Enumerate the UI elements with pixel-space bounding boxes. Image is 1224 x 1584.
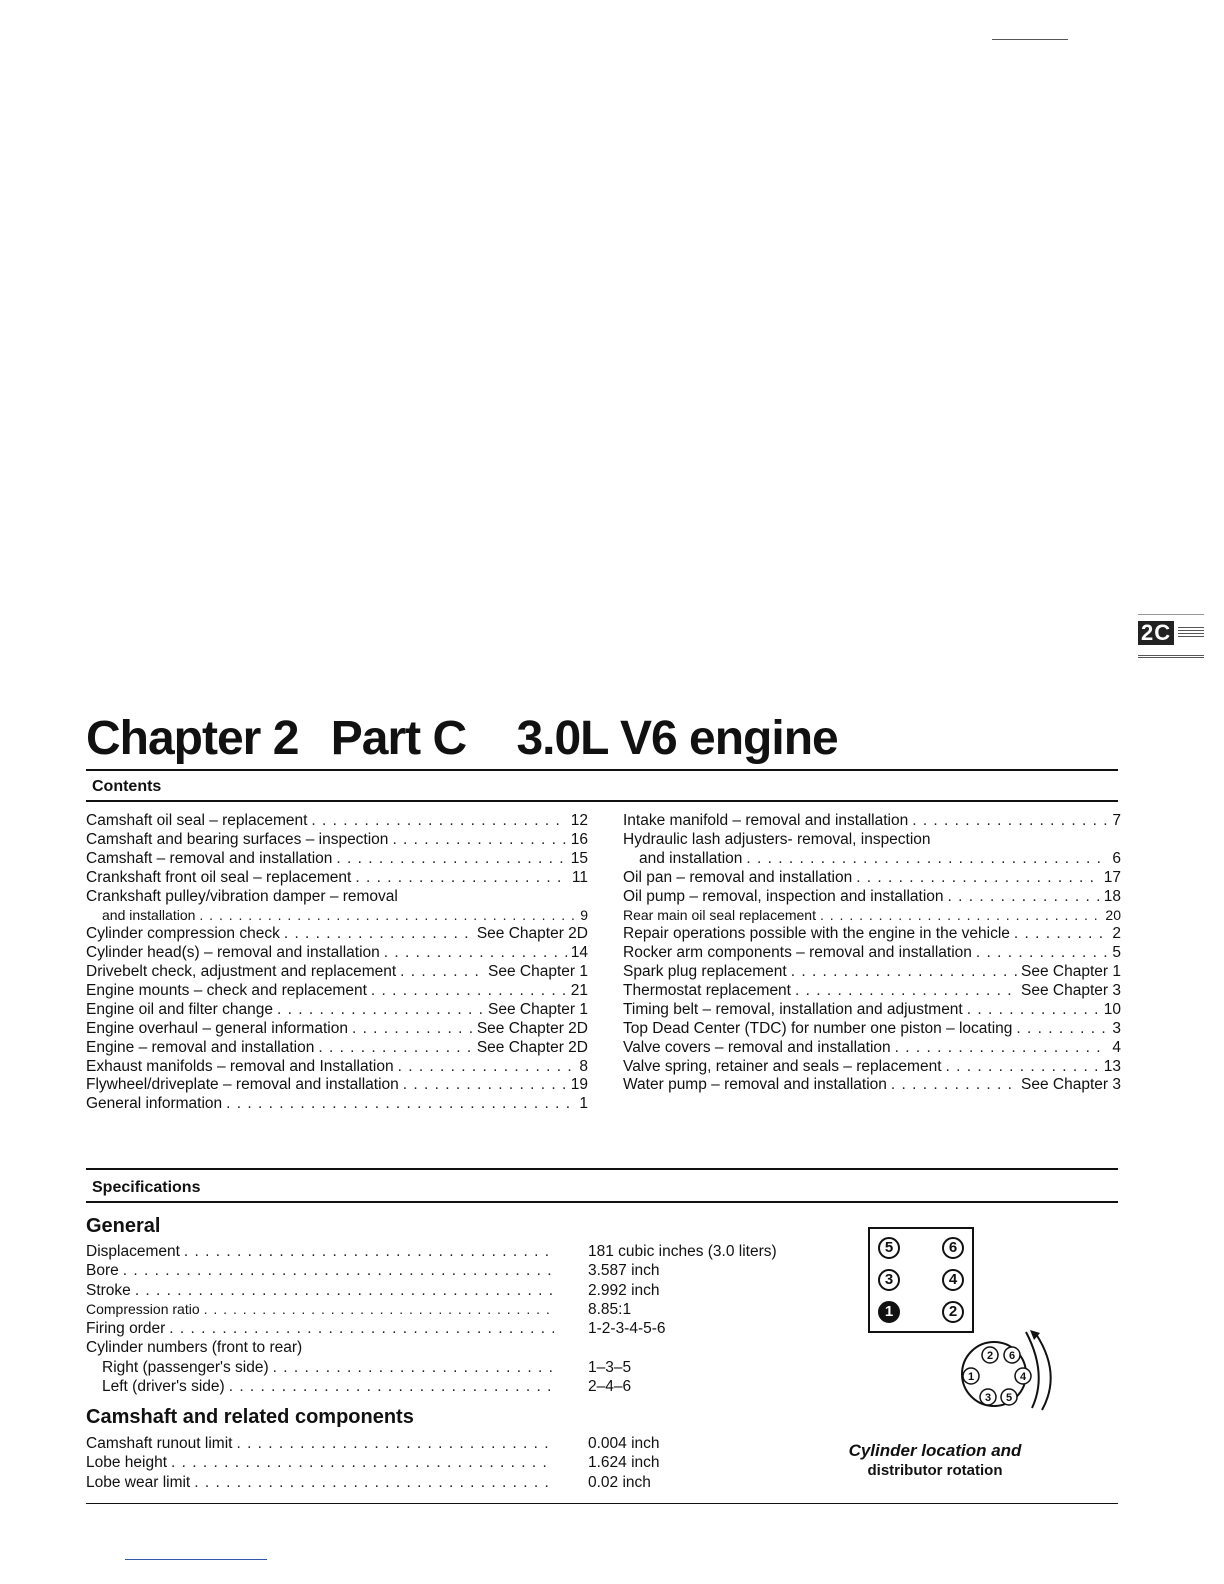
- distributor-terminal-5: [1001, 1389, 1017, 1405]
- distributor-terminal-2: [982, 1347, 998, 1363]
- general-heading: General: [86, 1215, 161, 1237]
- cylinder-3: 3: [878, 1269, 900, 1291]
- spec-row: Camshaft runout limit . . .: [86, 1434, 554, 1453]
- specs-heading: Specifications: [92, 1179, 201, 1196]
- spec-value: [588, 1338, 777, 1357]
- decorative-rule-bottom: [125, 1559, 267, 1560]
- spec-value: 1.624 inch: [588, 1454, 660, 1472]
- svg-text:1: 1: [967, 1371, 975, 1383]
- specs-bottom-rule: [86, 1201, 1118, 1203]
- contents-item: Cylinder compression check . . . See Chapter 2D: [86, 925, 588, 944]
- contents-item: Cylinder head(s) – removal and installation . . . 14: [86, 944, 588, 963]
- cylinder-5: 5: [878, 1237, 900, 1259]
- section-tab-stripes: [1178, 627, 1204, 637]
- contents-item: Hydraulic lash adjusters- removal, inspection: [623, 830, 931, 848]
- contents-item: and installation . . . 9: [86, 906, 588, 925]
- camshaft-heading: Camshaft and related components: [86, 1406, 414, 1428]
- spec-value: 1-2-3-4-5-6: [588, 1320, 666, 1338]
- contents-item: Camshaft and bearing surfaces – inspection . . . 16: [86, 831, 588, 850]
- contents-top-rule: [86, 769, 1118, 771]
- cylinder-1: 1: [878, 1301, 900, 1323]
- spec-row: Right (passenger's side) . . .: [86, 1358, 554, 1377]
- svg-text:3: 3: [984, 1392, 992, 1404]
- contents-item: Engine overhaul – general information . . . See Chapter 2D: [86, 1020, 588, 1039]
- spec-row: Firing order . . .: [86, 1319, 554, 1338]
- contents-item: Water pump – removal and installation . . . See Chapter 3: [623, 1076, 1121, 1095]
- figure-caption-line2: distributor rotation: [867, 1462, 1003, 1479]
- svg-text:6: 6: [1008, 1350, 1016, 1362]
- contents-item: Rear main oil seal replacement . . . 20: [623, 906, 1121, 925]
- specs-top-rule: [86, 1168, 1118, 1170]
- spec-value: 0.004 inch: [588, 1435, 660, 1452]
- contents-item: Flywheel/driveplate – removal and installation . . . 19: [86, 1076, 588, 1095]
- spec-row: Left (driver's side) . . .: [86, 1377, 554, 1396]
- distributor-rotation-diagram: [956, 1330, 1060, 1418]
- contents-item: Exhaust manifolds – removal and Installation . . . 8: [86, 1058, 588, 1077]
- spec-row: Lobe height . . .: [86, 1453, 554, 1472]
- contents-item: Drivebelt check, adjustment and replacement . . . See Chapter 1: [86, 963, 588, 982]
- spec-row: Compression ratio . . .: [86, 1300, 554, 1319]
- distributor-terminal-4: [1015, 1368, 1031, 1384]
- distributor-terminal-3: [980, 1389, 996, 1405]
- section-tab: [1138, 614, 1204, 658]
- contents-item: Timing belt – removal, installation and adjustment . . . 10: [623, 1001, 1121, 1020]
- spec-value: 2–4–6: [588, 1378, 632, 1396]
- contents-left-column: [86, 812, 588, 1114]
- spec-value: 2.992 inch: [588, 1281, 660, 1299]
- engine-label: 3.0L V6 engine: [516, 712, 838, 765]
- svg-text:2: 2: [986, 1350, 994, 1362]
- spec-value: 181 cubic inches (3.0 liters): [588, 1243, 777, 1260]
- general-values: [588, 1242, 777, 1396]
- cylinder-6: 6: [942, 1237, 964, 1259]
- contents-item: Valve spring, retainer and seals – replacement . . . 13: [623, 1058, 1121, 1077]
- svg-text:5: 5: [1005, 1392, 1013, 1404]
- spec-value: 0.02 inch: [588, 1473, 651, 1491]
- contents-item: Camshaft – removal and installation . . . 15: [86, 850, 588, 869]
- chapter-title: [86, 710, 838, 768]
- chapter-label: Chapter 2: [86, 712, 299, 765]
- camshaft-values: [588, 1434, 660, 1492]
- contents-item: Crankshaft front oil seal – replacement . . . 11: [86, 869, 588, 888]
- decorative-rule-top: [992, 39, 1068, 40]
- contents-item: Oil pan – removal and installation . . . 17: [623, 869, 1121, 888]
- contents-item: Camshaft oil seal – replacement . . . 12: [86, 812, 588, 831]
- spec-value: 1–3–5: [588, 1358, 632, 1376]
- contents-bottom-rule: [86, 800, 1118, 802]
- general-labels: [86, 1242, 554, 1396]
- contents-item: Repair operations possible with the engine in the vehicle . . . 2: [623, 925, 1121, 944]
- contents-item: Crankshaft pulley/vibration damper – removal: [86, 887, 398, 905]
- distributor-terminal-1: [963, 1368, 979, 1384]
- contents-item: Rocker arm components – removal and installation . . . 5: [623, 944, 1121, 963]
- spec-row: Lobe wear limit . . .: [86, 1473, 554, 1492]
- spec-row: Cylinder numbers (front to rear): [86, 1339, 303, 1357]
- contents-item: Spark plug replacement . . . See Chapter 1: [623, 963, 1121, 982]
- contents-item: Engine – removal and installation . . . See Chapter 2D: [86, 1039, 588, 1058]
- cylinder-2: 2: [942, 1301, 964, 1323]
- contents-item: Engine mounts – check and replacement . . . 21: [86, 982, 588, 1001]
- section-tab-label: 2C: [1138, 621, 1174, 645]
- contents-item: General information . . . 1: [86, 1095, 588, 1114]
- contents-item: Intake manifold – removal and installation . . . 7: [623, 812, 1121, 831]
- contents-item: Thermostat replacement . . . See Chapter 3: [623, 982, 1121, 1001]
- spec-row: Bore . . .: [86, 1261, 554, 1280]
- cylinder-4: 4: [942, 1269, 964, 1291]
- contents-right-column: [623, 812, 1121, 1095]
- camshaft-labels: [86, 1434, 554, 1492]
- specs-end-rule: [86, 1503, 1118, 1504]
- contents-heading: Contents: [92, 778, 162, 795]
- contents-item: Valve covers – removal and installation . . . 4: [623, 1039, 1121, 1058]
- spec-value: 3.587 inch: [588, 1262, 660, 1280]
- distributor-terminal-6: [1004, 1347, 1020, 1363]
- spec-value: 8.85:1: [588, 1300, 632, 1318]
- svg-text:4: 4: [1019, 1371, 1027, 1383]
- part-label: Part C: [330, 712, 467, 765]
- spec-row: Displacement . . .: [86, 1242, 554, 1261]
- contents-item: and installation . . . 6: [623, 850, 1121, 869]
- figure-caption-line1: Cylinder location and: [848, 1441, 1022, 1460]
- contents-item: Oil pump – removal, inspection and installation . . . 18: [623, 888, 1121, 907]
- contents-item: Top Dead Center (TDC) for number one piston – locating . . . 3: [623, 1020, 1121, 1039]
- contents-item: Engine oil and filter change . . . See Chapter 1: [86, 1001, 588, 1020]
- spec-row: Stroke . . .: [86, 1281, 554, 1300]
- cylinder-location-diagram: [868, 1227, 974, 1333]
